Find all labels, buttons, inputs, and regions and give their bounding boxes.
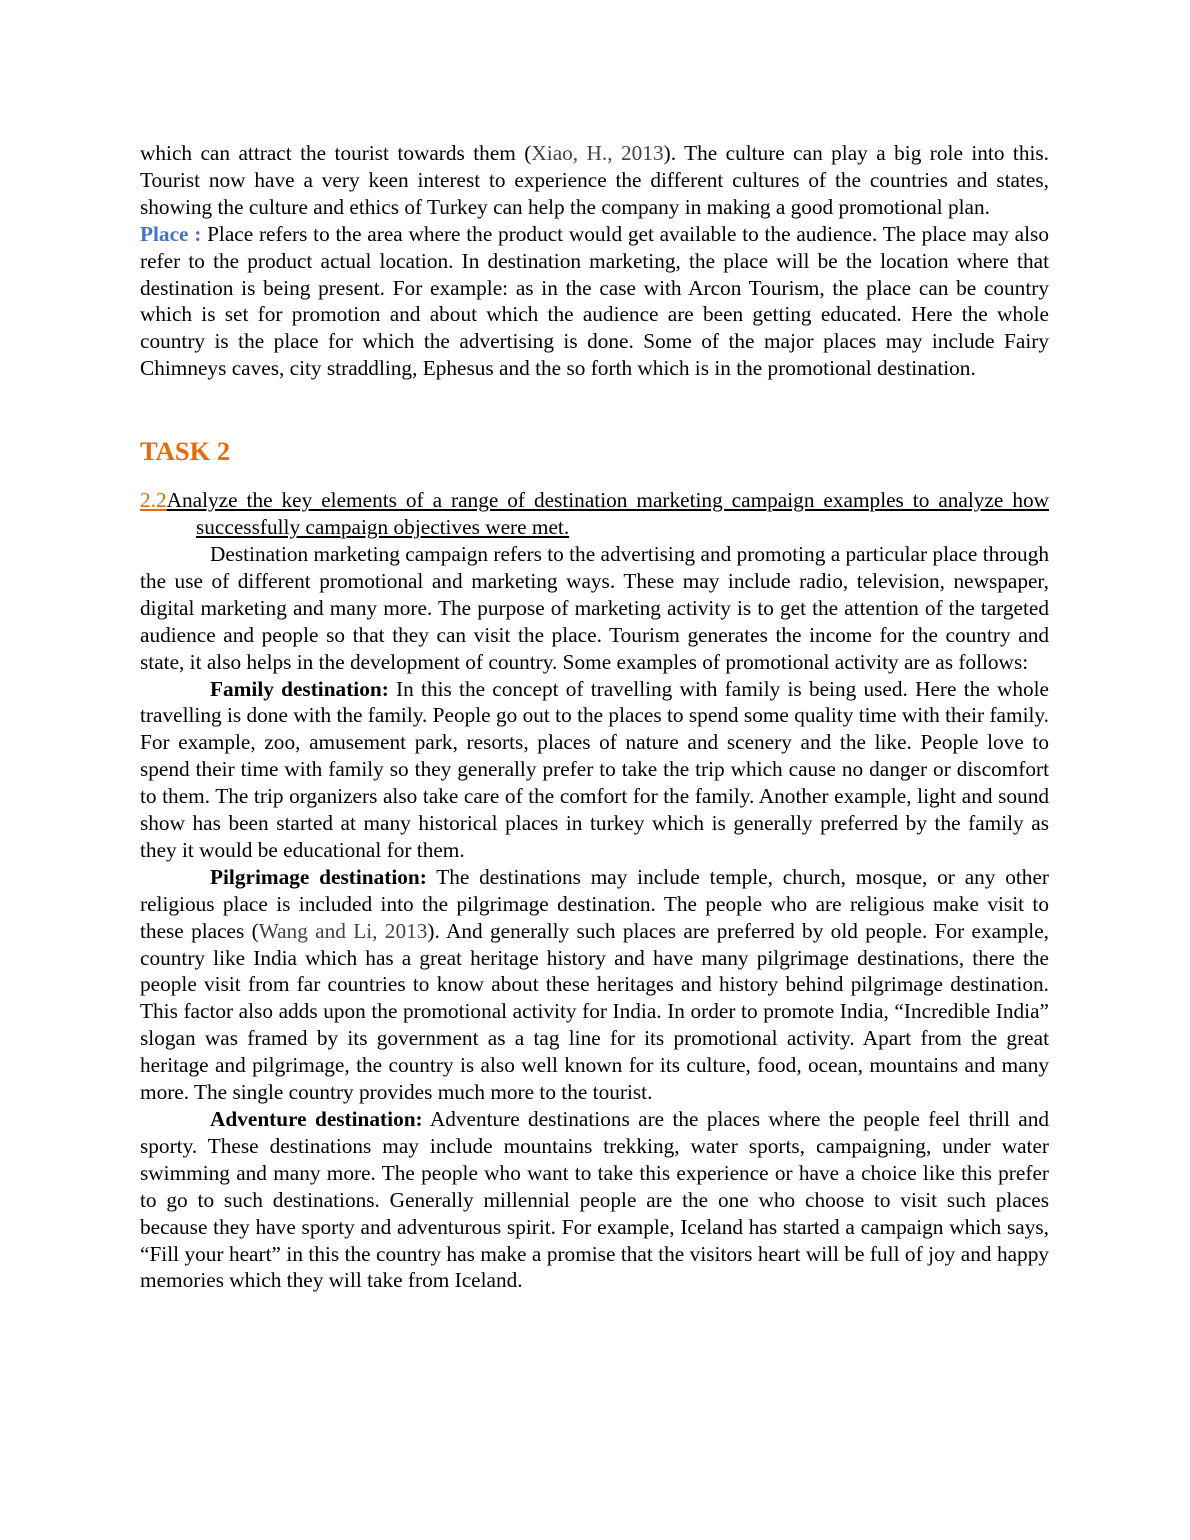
paragraph-place — [140, 221, 1049, 382]
paragraph-text: In this the concept of travelling with family is being used. Here the whole travelling is done with the family. People go out to the places to spend some quality time with their family. For example, zoo, amusement park, resorts, places of nature and scenery and the like. People love to spend their time with family so they generally prefer to take the trip which cause no danger or discomfort to them. The trip organizers also take care of the comfort for the family. Another example, light and sound show has been started at many historical places in turkey which is generally preferred by the family as they it would be educational for them. — [140, 676, 1050, 862]
task-heading: TASK 2 — [140, 436, 231, 467]
pilgrimage-destination-label: Pilgrimage destination: — [210, 864, 427, 889]
citation: Wang and Li, 2013 — [258, 918, 428, 943]
adventure-destination-label: Adventure destination: — [210, 1107, 423, 1131]
paragraph-culture — [140, 140, 1049, 221]
paragraph-text: ). And generally such places are preferred by old people. For example, country like India which has a great heritage history and have many pilgrimage destinations, there the people visit from far countries to know about these heritages and history behind pilgrimage destination. This factor also adds upon the promotional activity for India. In order to promote India, “Incredible India” slogan was framed by its government as a tag line for its promotional activity. Apart from the great heritage and pilgrimage, the country is also well known for its culture, food, ocean, mountains and many more. The single country provides much more to the tourist. — [140, 918, 1049, 1105]
paragraph-adventure-destination — [140, 1106, 1049, 1294]
paragraph-intro: Destination marketing campaign refers to the advertising and promoting a particular place through the use of different promotional and marketing ways. These may include radio, television, newspaper, digital marketing and many more. The purpose of marketing activity is to get the attention of the targeted audience and people so that they can visit the place. Tourism generates the income for the country and state, it also helps in the development of country. Some examples of promotional activity are as follows: — [140, 541, 1049, 674]
section-title: Analyze the key elements of a range of destination marketing campaign examples to analyze how successfully campaign objectives were met. — [166, 488, 1049, 540]
paragraph-text: ). The culture can play a big role into this. Tourist now have a very keen interest to experience the different cultures of the countries and states, showing the culture and ethics of Turkey can help the company in making a good promotional plan. — [140, 141, 1049, 219]
family-destination-label: Family destination: — [210, 676, 389, 701]
paragraph-text: which can attract the tourist towards them ( — [140, 141, 532, 165]
place-label: Place : — [140, 221, 202, 246]
paragraph-family-destination — [140, 676, 1049, 864]
paragraph-text: Adventure destinations are the places where the people feel thrill and sporty. These destinations may include mountains trekking, water sports, campaigning, under water swimming and many more. The people who want to take this experience or have a choice like this prefer to go to such destinations. Generally millennial people are the one who choose to visit such places because they have sporty and adventurous spirit. For example, Iceland has started a campaign which says, “Fill your heart” in this the country has make a promise that the visitors heart will be full of joy and happy memories which they will take from Iceland. — [140, 1107, 1049, 1293]
section-number: 2.2 — [140, 488, 167, 513]
document-page — [140, 140, 1049, 1294]
paragraph-text: Place refers to the area where the product would get available to the audience. The place may also refer to the product actual location. In destination marketing, the place will be the location where that destination is being present. For example: as in the case with Arcon Tourism, the place can be country which is set for promotion and about which the audience are been getting educated. Here the whole country is the place for which the advertising is done. Some of the major places may include Fairy Chimneys caves, city straddling, Ephesus and the so forth which is in the promotional destination. — [140, 221, 1049, 381]
paragraph-text: The destinations may include temple, church, mosque, or any other religious place is included into the pilgrimage destination. The people who are religious make visit to these places ( — [140, 864, 1050, 943]
citation: Xiao, H., 2013 — [531, 141, 664, 165]
section-subheading — [140, 487, 1049, 541]
paragraph-pilgrimage-destination — [140, 864, 1049, 1106]
